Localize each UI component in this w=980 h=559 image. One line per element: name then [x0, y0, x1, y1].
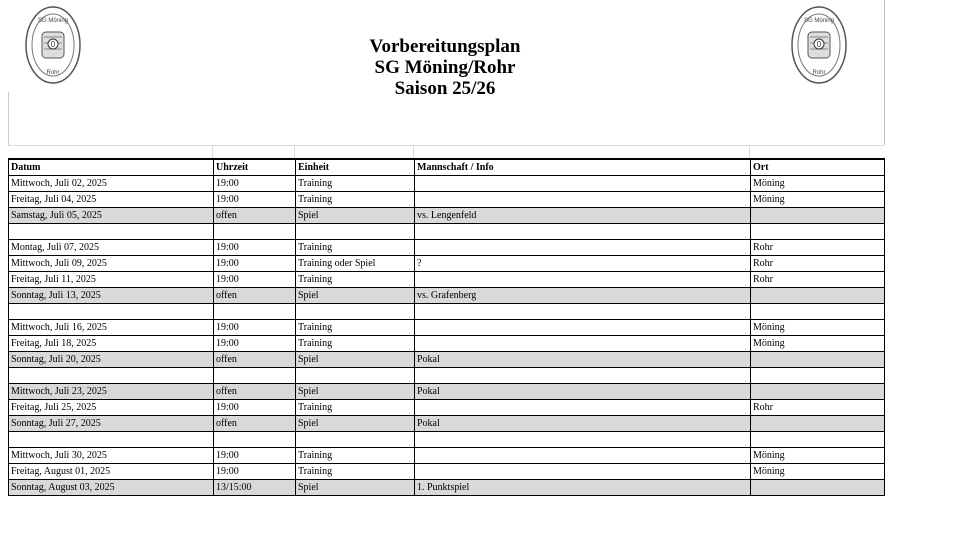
cell-uhrzeit: 13/15:00 [214, 480, 296, 496]
empty-cell [214, 304, 296, 320]
cell-ort: Rohr [751, 400, 885, 416]
divider [413, 146, 414, 158]
cell-info: ? [415, 256, 751, 272]
cell-uhrzeit: offen [214, 352, 296, 368]
cell-uhrzeit: offen [214, 208, 296, 224]
empty-cell [9, 224, 214, 240]
cell-einheit: Training [296, 240, 415, 256]
table-row [9, 240, 885, 256]
frame-line [884, 0, 885, 145]
empty-cell [415, 224, 751, 240]
cell-ort: Möning [751, 464, 885, 480]
cell-uhrzeit: 19:00 [214, 320, 296, 336]
cell-datum: Samstag, Juli 05, 2025 [9, 208, 214, 224]
cell-info [415, 400, 751, 416]
cell-ort: Möning [751, 320, 885, 336]
cell-datum: Sonntag, August 03, 2025 [9, 480, 214, 496]
cell-info [415, 176, 751, 192]
cell-datum: Freitag, Juli 25, 2025 [9, 400, 214, 416]
club-crest-icon-right [790, 4, 848, 86]
empty-cell [751, 368, 885, 384]
cell-ort: Rohr [751, 240, 885, 256]
cell-info: vs. Lengenfeld [415, 208, 751, 224]
cell-ort [751, 480, 885, 496]
empty-cell [9, 432, 214, 448]
divider [749, 146, 750, 158]
cell-einheit: Training [296, 400, 415, 416]
table-row [9, 320, 885, 336]
cell-info: vs. Grafenberg [415, 288, 751, 304]
cell-datum: Mittwoch, Juli 09, 2025 [9, 256, 214, 272]
frame-line [8, 92, 9, 145]
page-title [300, 36, 590, 99]
cell-einheit: Training [296, 320, 415, 336]
empty-cell [296, 304, 415, 320]
cell-info: Pokal [415, 384, 751, 400]
cell-einheit: Spiel [296, 416, 415, 432]
empty-cell [9, 368, 214, 384]
empty-cell [214, 432, 296, 448]
cell-einheit: Spiel [296, 480, 415, 496]
cell-ort [751, 384, 885, 400]
crest-text-top: SG Möning [37, 18, 69, 24]
cell-einheit: Training [296, 192, 415, 208]
cell-info [415, 272, 751, 288]
cell-einheit: Training oder Spiel [296, 256, 415, 272]
table-row [9, 208, 885, 224]
table-header-row [9, 159, 885, 176]
table-row [9, 256, 885, 272]
cell-ort: Möning [751, 176, 885, 192]
cell-ort: Möning [751, 192, 885, 208]
empty-cell [214, 224, 296, 240]
crest-text-bottom: Rohr [46, 70, 60, 76]
empty-cell [296, 432, 415, 448]
cell-datum: Montag, Juli 07, 2025 [9, 240, 214, 256]
empty-cell [415, 368, 751, 384]
empty-cell [296, 368, 415, 384]
cell-uhrzeit: offen [214, 384, 296, 400]
cell-uhrzeit: offen [214, 288, 296, 304]
header-uhrzeit: Uhrzeit [214, 159, 296, 176]
cell-datum: Freitag, Juli 11, 2025 [9, 272, 214, 288]
crest-text-top: SG Möning [803, 18, 835, 24]
header-ort: Ort [751, 159, 885, 176]
cell-info [415, 192, 751, 208]
table-row [9, 272, 885, 288]
header-datum: Datum [9, 159, 214, 176]
cell-datum: Mittwoch, Juli 23, 2025 [9, 384, 214, 400]
cell-einheit: Spiel [296, 288, 415, 304]
empty-cell [214, 368, 296, 384]
header-info: Mannschaft / Info [415, 159, 751, 176]
cell-uhrzeit: 19:00 [214, 192, 296, 208]
empty-cell [296, 224, 415, 240]
cell-info [415, 320, 751, 336]
cell-uhrzeit: 19:00 [214, 336, 296, 352]
title-line-3: Saison 25/26 [394, 78, 496, 99]
cell-ort: Rohr [751, 256, 885, 272]
cell-datum: Mittwoch, Juli 30, 2025 [9, 448, 214, 464]
cell-einheit: Spiel [296, 384, 415, 400]
svg-text:0: 0 [50, 40, 56, 49]
cell-uhrzeit: 19:00 [214, 176, 296, 192]
cell-datum: Sonntag, Juli 20, 2025 [9, 352, 214, 368]
cell-uhrzeit: 19:00 [214, 400, 296, 416]
cell-einheit: Training [296, 176, 415, 192]
cell-datum: Mittwoch, Juli 02, 2025 [9, 176, 214, 192]
cell-einheit: Training [296, 464, 415, 480]
table-row [9, 400, 885, 416]
cell-ort: Möning [751, 448, 885, 464]
spacer-row [9, 368, 885, 384]
header-einheit: Einheit [296, 159, 415, 176]
cell-info: 1. Punktspiel [415, 480, 751, 496]
table-row [9, 384, 885, 400]
cell-uhrzeit: 19:00 [214, 256, 296, 272]
cell-uhrzeit: offen [214, 416, 296, 432]
cell-einheit: Training [296, 336, 415, 352]
cell-info [415, 240, 751, 256]
empty-cell [9, 304, 214, 320]
cell-ort [751, 288, 885, 304]
table-row [9, 480, 885, 496]
table-row [9, 416, 885, 432]
crest-text-bottom: Rohr [812, 70, 826, 76]
cell-datum: Freitag, Juli 04, 2025 [9, 192, 214, 208]
cell-uhrzeit: 19:00 [214, 448, 296, 464]
table-row [9, 176, 885, 192]
cell-uhrzeit: 19:00 [214, 464, 296, 480]
title-line-1: Vorbereitungsplan [369, 36, 521, 57]
cell-datum: Freitag, Juli 18, 2025 [9, 336, 214, 352]
table-row [9, 288, 885, 304]
cell-datum: Mittwoch, Juli 16, 2025 [9, 320, 214, 336]
cell-einheit: Training [296, 272, 415, 288]
cell-einheit: Spiel [296, 352, 415, 368]
cell-info: Pokal [415, 416, 751, 432]
cell-info [415, 336, 751, 352]
cell-ort: Rohr [751, 272, 885, 288]
empty-cell [751, 224, 885, 240]
schedule-table [8, 158, 885, 496]
divider [8, 145, 884, 146]
empty-cell [415, 304, 751, 320]
cell-datum: Freitag, August 01, 2025 [9, 464, 214, 480]
cell-info: Pokal [415, 352, 751, 368]
cell-uhrzeit: 19:00 [214, 240, 296, 256]
spacer-row [9, 224, 885, 240]
cell-ort [751, 352, 885, 368]
empty-cell [751, 304, 885, 320]
cell-datum: Sonntag, Juli 27, 2025 [9, 416, 214, 432]
cell-ort: Möning [751, 336, 885, 352]
empty-cell [751, 432, 885, 448]
cell-info [415, 448, 751, 464]
spacer-row [9, 432, 885, 448]
divider [212, 146, 213, 158]
table-row [9, 336, 885, 352]
svg-text:0: 0 [816, 40, 822, 49]
divider [294, 146, 295, 158]
table-row [9, 352, 885, 368]
cell-uhrzeit: 19:00 [214, 272, 296, 288]
table-row [9, 448, 885, 464]
cell-datum: Sonntag, Juli 13, 2025 [9, 288, 214, 304]
club-crest-icon-left [24, 4, 82, 86]
spacer-row [9, 304, 885, 320]
cell-info [415, 464, 751, 480]
cell-ort [751, 208, 885, 224]
table-row [9, 464, 885, 480]
empty-cell [415, 432, 751, 448]
table-row [9, 192, 885, 208]
cell-einheit: Spiel [296, 208, 415, 224]
title-line-2: SG Möning/Rohr [374, 57, 516, 78]
cell-einheit: Training [296, 448, 415, 464]
cell-ort [751, 416, 885, 432]
